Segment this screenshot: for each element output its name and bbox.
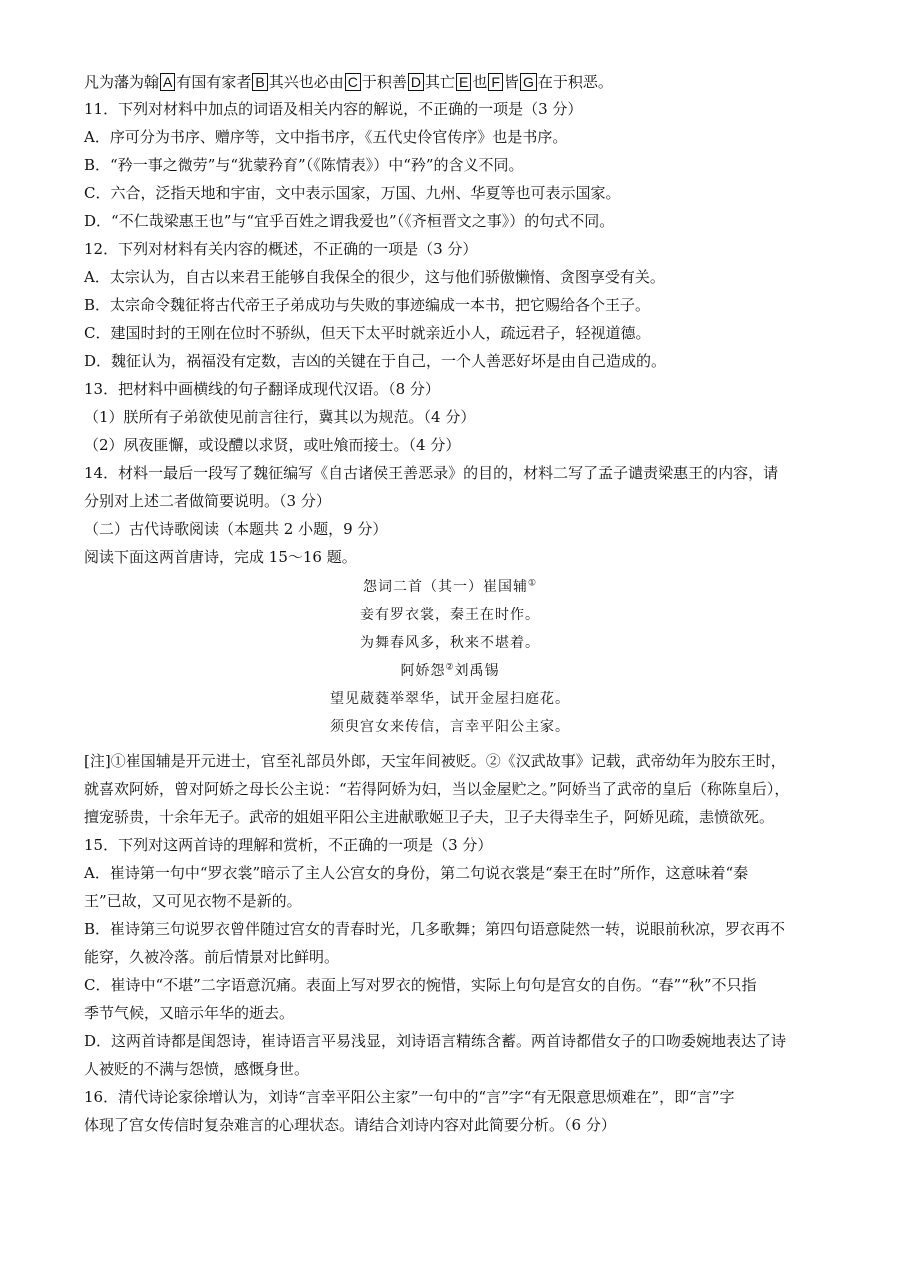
q11-option-d: D．“不仁哉梁惠王也”与“宜乎百姓之谓我爱也”（《齐桓晋文之事》）的句式不同。 xyxy=(84,212,615,230)
text-segment: 于积善 xyxy=(361,73,407,91)
text-segment: 其兴也必由 xyxy=(268,73,344,91)
q15-option-d-line-1: D．这两首诗都是闺怨诗，崔诗语言平易浅显，刘诗语言精练含蓄。两首诗都借女子的口吻委婉地表达了诗 xyxy=(84,1032,787,1050)
text-segment: 有国有家者 xyxy=(176,73,252,91)
q15-option-b-line-2: 能穿，久被冷落。前后情景对比鲜明。 xyxy=(84,948,340,966)
text-segment: 其亡 xyxy=(425,73,456,91)
text-segment: 凡为藩为翰 xyxy=(84,73,160,91)
q11-option-a: A．序可分为书序、赠序等，文中指书序，《五代史伶官传序》也是书序。 xyxy=(84,128,568,146)
poem1-title-text: 怨词二首（其一）崔国辅 xyxy=(362,579,528,595)
poem2-line-2: 须臾宫女来传信，言幸平阳公主家。 xyxy=(330,719,570,735)
text-segment: 皆 xyxy=(503,73,519,91)
q13-stem: 13．把材料中画横线的句子翻译成现代汉语。（8 分） xyxy=(84,380,440,398)
poem1-line-2: 为舞春风多，秋来不堪着。 xyxy=(360,635,540,651)
q11-option-b: B．“矜一事之微劳”与“犹蒙矜育”（《陈情表》）中“矜”的含义不同。 xyxy=(84,156,524,174)
note-line-1: [注]①崔国辅是开元进士，官至礼部员外郎，天宝年间被贬。②《汉武故事》记载，武帝幼年为胶东王时， xyxy=(84,752,786,770)
option-box-a: A xyxy=(160,73,175,91)
q14-line-1: 14．材料一最后一段写了魏征编写《自古诸侯王善恶录》的目的，材料二写了孟子谴责梁惠王的内容，请 xyxy=(84,464,779,482)
poem1-title xyxy=(0,577,900,597)
q12-option-c: C．建国时封的王刚在位时不骄纵，但天下太平时就亲近小人，疏远君子，轻视道德。 xyxy=(84,324,651,342)
q15-option-a-line-1: A．崔诗第一句中“罗衣裳”暗示了主人公宫女的身份，第二句说衣裳是“秦王在时”所作，这意味着“秦 xyxy=(84,864,749,882)
q15-option-c-line-2: 季节气候，又暗示年华的逝去。 xyxy=(84,1004,295,1022)
q15-option-c-line-1: C．崔诗中“不堪”二字语意沉痛。表面上写对罗衣的惋惜，实际上句句是宫女的自伤。“春”“秋”不只指 xyxy=(84,976,757,994)
q15-option-d-line-2: 人被贬的不满与怨愤，感慨身世。 xyxy=(84,1060,310,1078)
text-segment: 在于积恶。 xyxy=(537,73,613,91)
q15-option-a-line-2: 王”已故，又可见衣物不是新的。 xyxy=(84,892,302,910)
q16-line-2: 体现了宫女传信时复杂难言的心理状态。请结合刘诗内容对此简要分析。（6 分） xyxy=(84,1116,616,1134)
poem1-line-1: 妾有罗衣裳，秦王在时作。 xyxy=(360,607,540,623)
q11-option-c: C．六合，泛指天地和宇宙，文中表示国家，万国、九州、华夏等也可表示国家。 xyxy=(84,184,621,202)
option-box-d: D xyxy=(408,73,424,91)
note-line-3: 擅宠骄贵，十余年无子。武帝的姐姐平阳公主进献歌姬卫子夫，卫子夫得幸生子，阿娇见疏，恚愤欲死。 xyxy=(84,808,775,826)
q13-sentence-2: （2）夙夜匪懈，或设醴以求贤，或吐飧而接士。（4 分） xyxy=(84,436,461,454)
punctuation-question xyxy=(84,72,824,92)
footnote-mark-1: ① xyxy=(527,578,538,589)
text-segment: 也 xyxy=(472,73,488,91)
q16-line-1: 16．清代诗论家徐增认为，刘诗“言幸平阳公主家”一句中的“言”字“有无限意思烦难在”，即“言”字 xyxy=(84,1088,735,1106)
poem2-author: 刘禹锡 xyxy=(454,663,500,679)
option-box-b: B xyxy=(252,73,267,91)
q15-option-b-line-1: B．崔诗第三句说罗衣曾伴随过宫女的青春时光，几多歌舞；第四句语意陡然一转，说眼前秋凉，罗衣再不 xyxy=(84,920,786,938)
option-box-c: C xyxy=(345,73,361,91)
q11-stem: 11．下列对材料中加点的词语及相关内容的解说，不正确的一项是（3 分） xyxy=(84,100,583,118)
q12-option-d: D．魏征认为，祸福没有定数，吉凶的关键在于自己，一个人善恶好坏是由自己造成的。 xyxy=(84,352,667,370)
q12-option-b: B．太宗命令魏征将古代帝王子弟成功与失败的事迹编成一本书，把它赐给各个王子。 xyxy=(84,296,651,314)
note-line-2: 就喜欢阿娇，曾对阿娇之母长公主说：“若得阿娇为妇，当以金屋贮之。”阿娇当了武帝的皇后（称陈皇后）， xyxy=(84,780,790,798)
option-box-f: F xyxy=(488,73,503,91)
q12-stem: 12．下列对材料有关内容的概述，不正确的一项是（3 分） xyxy=(84,240,478,258)
poem2-title xyxy=(0,661,900,681)
q12-option-a: A．太宗认为，自古以来君王能够自我保全的很少，这与他们骄傲懒惰、贪图享受有关。 xyxy=(84,268,665,286)
option-box-g: G xyxy=(520,73,537,91)
q13-sentence-1: （1）朕所有子弟欲使见前言往行，冀其以为规范。（4 分） xyxy=(84,408,476,426)
poem2-title-text: 阿娇怨 xyxy=(400,663,446,679)
footnote-mark-2: ② xyxy=(445,662,455,673)
option-box-e: E xyxy=(456,73,471,91)
poem2-line-1: 望见葳蕤举翠华，试开金屋扫庭花。 xyxy=(330,691,570,707)
q15-stem: 15．下列对这两首诗的理解和赏析，不正确的一项是（3 分） xyxy=(84,836,493,854)
section-intro: 阅读下面这两首唐诗，完成 15～16 题。 xyxy=(84,548,357,566)
section-title: （二）古代诗歌阅读（本题共 2 小题，9 分） xyxy=(84,520,388,538)
q14-line-2: 分别对上述二者做简要说明。（3 分） xyxy=(84,492,331,510)
